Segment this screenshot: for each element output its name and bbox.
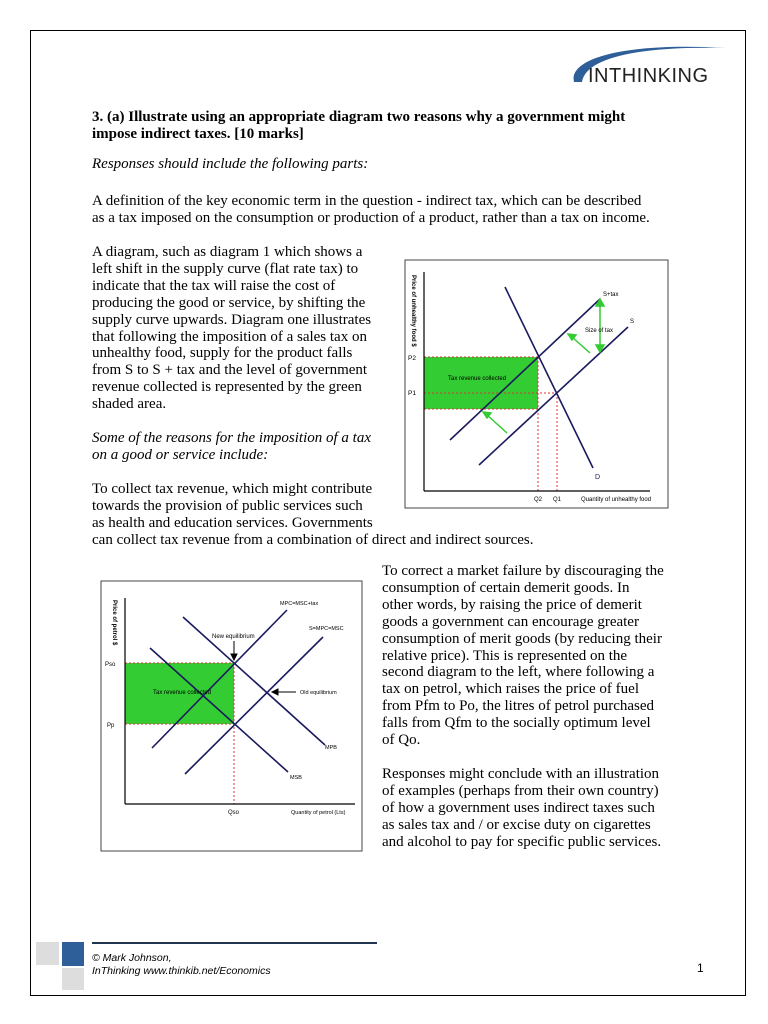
footer-credit — [92, 952, 271, 978]
text-line: To correct a market failure by discouraging the — [382, 563, 664, 579]
text-line: revenue collected is represented by the green — [92, 379, 362, 396]
text-line: as health and education services. Governments — [92, 514, 373, 531]
mpc-tax-label: MPC=MSC+tax — [280, 601, 319, 607]
text-line: that following the imposition of a sales tax on — [92, 328, 367, 345]
text-line: other words, by raising the price of demerit — [382, 596, 642, 613]
diagram-paragraph — [92, 244, 371, 413]
market-failure-paragraph — [382, 563, 664, 749]
mpb-label: MPB — [325, 745, 337, 751]
text-line: impose indirect taxes. [10 marks] — [92, 125, 304, 142]
text-line: left shift in the supply curve (flat rate tax) to — [92, 260, 359, 277]
inthinking-logo — [566, 40, 746, 95]
text-line: of examples (perhaps from their own country) — [382, 782, 659, 799]
text-line: tax on petrol, which raises the price of fuel — [382, 681, 639, 698]
text-line: on a good or service include: — [92, 446, 269, 463]
text-line: as a tax imposed on the consumption or production of a product, rather than a tax on income. — [92, 209, 650, 226]
definition-paragraph — [92, 193, 650, 227]
qso-label: Qso — [228, 810, 240, 816]
text-line: of how a government uses indirect taxes such — [382, 799, 655, 816]
text-line: can collect tax revenue from a combination of direct and indirect sources. — [92, 531, 534, 548]
p1-label: P1 — [408, 390, 416, 397]
text-line: supply curve upwards. Diagram one illustrates — [92, 311, 372, 328]
y-axis-label: Price of unhealthy food $ — [410, 275, 416, 347]
msb-label: MSB — [290, 775, 302, 781]
page-number: 1 — [697, 961, 704, 975]
reasons-intro — [92, 430, 371, 464]
diagram-1-sales-tax — [400, 250, 670, 510]
text-line: relative price). This is represented on the — [382, 647, 628, 664]
text-line: To collect tax revenue, which might contribute — [92, 481, 373, 497]
y-axis-label: Price of petrol $ — [111, 600, 117, 646]
intro-text — [92, 156, 368, 173]
text-line: as sales tax and / or excise duty on cigarettes — [382, 816, 651, 833]
text-line: from Pfm to Po, the litres of petrol purchased — [382, 698, 655, 715]
text-line: A definition of the key economic term in the question - indirect tax, which can be described — [92, 193, 642, 209]
text-line: shaded area. — [92, 396, 167, 413]
pp-label: Pp — [107, 723, 115, 729]
new-equilibrium-label: New equilibrium — [212, 634, 255, 640]
text-line: of Qo. — [382, 732, 421, 749]
x-axis-label: Quantity of unhealthy food — [581, 497, 652, 503]
d-label: D — [595, 474, 601, 481]
text-line: 3. (a) Illustrate using an appropriate diagram two reasons why a government might — [92, 109, 626, 125]
text-line: indicate that the tax will raise the cost of — [92, 277, 336, 294]
text-line: and alcohol to pay for specific public services. — [382, 833, 662, 850]
tax-revenue-area — [424, 357, 538, 409]
text-line: unhealthy food, supply for the product falls — [92, 345, 353, 362]
text-line: Responses should include the following parts: — [92, 156, 369, 172]
text-line: second diagram to the left, where following a — [382, 664, 655, 681]
text-line: towards the provision of public services such — [92, 497, 363, 514]
s-mpc-label: S=MPC=MSC — [309, 626, 344, 632]
footer-website: InThinking www.thinkib.net/Economics — [92, 965, 271, 977]
old-equilibrium-label: Old equilibrium — [300, 690, 337, 696]
text-line: producing the good or service, by shifting the — [92, 294, 366, 311]
text-line: goods a government can encourage greater — [382, 613, 639, 630]
text-line: from S to S + tax and the level of government — [92, 362, 368, 379]
text-line: Responses might conclude with an illustration — [382, 766, 660, 782]
text-line: A diagram, such as diagram 1 which shows a — [92, 244, 363, 260]
q2-label: Q2 — [534, 497, 543, 503]
text-line: consumption of certain demerit goods. In — [382, 579, 630, 596]
revenue-label: Tax revenue collected — [153, 690, 212, 696]
x-axis-label: Quantity of petrol (Lts) — [291, 810, 346, 816]
text-line: Some of the reasons for the imposition of a tax — [92, 430, 372, 446]
question-heading — [92, 109, 625, 143]
pso-label: Pso — [105, 662, 116, 668]
size-of-tax-label: Size of tax — [585, 328, 614, 334]
conclusion-paragraph — [382, 766, 661, 851]
footer-author: © Mark Johnson, — [92, 952, 172, 964]
p2-label: P2 — [408, 355, 416, 362]
revenue-label: Tax revenue collected — [448, 376, 507, 382]
diagram-2-petrol-tax — [95, 575, 367, 855]
q1-label: Q1 — [553, 497, 562, 503]
s-label: S — [630, 319, 635, 325]
s-tax-label: S+tax — [603, 292, 619, 298]
logo-text: INTHINKING — [588, 65, 709, 87]
text-line: consumption of merit goods (by reducing their — [382, 630, 662, 647]
text-line: falls from Qfm to the socially optimum level — [382, 715, 651, 732]
